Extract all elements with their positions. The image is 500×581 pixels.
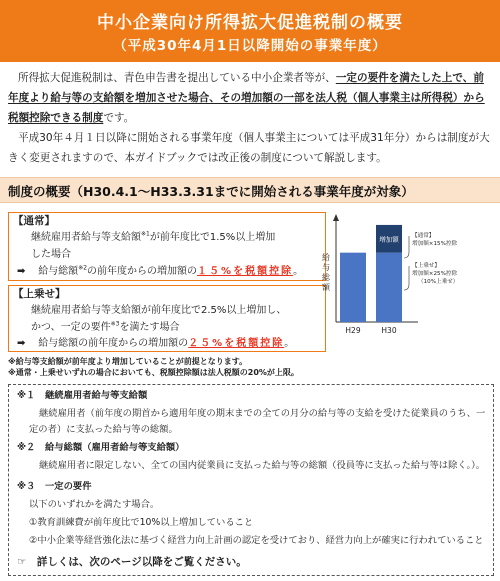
normal-case-box xyxy=(8,212,326,281)
note-1: ※給与等支給額が前年度より増加していることが前提となります。 xyxy=(8,357,248,366)
intro-text xyxy=(8,68,494,168)
def3-intro: 以下のいずれかを満たす場合。 xyxy=(29,499,160,510)
x-tick-H29: H29 xyxy=(345,326,361,335)
reference-line xyxy=(17,554,247,570)
extra-res-c: 。 xyxy=(284,338,295,349)
extra-cond-sup: ※3 xyxy=(110,320,120,328)
normal-res-a: 給与総額 xyxy=(38,266,79,277)
def1-body: 継続雇用者（前年度の期首から適用年度の期末までの全ての月分の給与等の支給を受けた従業員のうち、一定の者）に支払った給与等の総額。 xyxy=(29,408,486,435)
page-subtitle: （平成30年4月1日以降開始の事業年度） xyxy=(113,38,387,54)
def2-title: 給与総額（雇用者給与等支給額） xyxy=(45,442,185,453)
def3-number: ※３ xyxy=(17,481,36,492)
def3-heading xyxy=(17,479,92,495)
normal-cond-a: 継続雇用者給与等支給額 xyxy=(31,232,141,243)
normal-cond-c: した場合 xyxy=(31,249,71,260)
normal-res-sup: ※2 xyxy=(78,264,88,272)
extra-condition xyxy=(31,302,321,336)
definitions-box xyxy=(8,384,494,576)
normal-label: 【通常】 xyxy=(13,215,55,227)
payroll-chart xyxy=(322,212,496,342)
extra-res-a: 給与総額の前年度からの増加額の xyxy=(38,338,189,349)
normal-cond-sup: ※1 xyxy=(141,230,150,238)
normal-result xyxy=(17,263,323,280)
def1-heading xyxy=(17,388,147,404)
annotation-normal-title: 【通常】 xyxy=(412,233,435,239)
bar-H29 xyxy=(340,253,366,322)
annotation-extra-note: （10%上乗せ） xyxy=(418,279,459,285)
y-axis-arrowhead xyxy=(333,214,339,221)
reference-text: 詳しくは、次のページ以降をご覧ください。 xyxy=(36,556,247,568)
def3-title: 一定の要件 xyxy=(45,481,92,492)
x-tick-labels xyxy=(345,326,396,335)
normal-condition xyxy=(31,229,321,263)
extra-bracket xyxy=(404,266,409,290)
note-2: ※通常・上乗せいずれの場合においても、税額控除額は法人税額の20%が上限。 xyxy=(8,368,299,377)
intro-text-a: 所得拡大促進税制は、青色申告書を提出している中小企業者等が、 xyxy=(18,72,336,84)
extra-cond-a: 継続雇用者給与等支給額が前年度比で2.5%以上増加し、 xyxy=(31,305,287,316)
extra-cond-b: かつ、一定の要件 xyxy=(31,322,111,333)
annotation-extra-desc: 増加額×25%控除 xyxy=(412,271,458,277)
overview-heading-band xyxy=(0,177,500,203)
extra-case-box xyxy=(8,285,326,352)
x-tick-H30: H30 xyxy=(381,326,397,335)
intro-emphasis: 一定の要件を満たした上で、前年度より給与等の支給額を増加させた場合、その増加額の一部を法人税（個人事業主は所得税）から税額控除できる制度 xyxy=(8,72,485,124)
normal-credit-rate: １５%を税額控除 xyxy=(197,266,294,277)
bar-H30 xyxy=(376,253,402,322)
def1-title: 継続雇用者給与等支給額 xyxy=(45,390,148,401)
pointing-hand-icon: ☞ xyxy=(17,556,27,568)
page-title: 中小企業向け所得拡大促進税制の概要 xyxy=(97,13,403,33)
extra-result xyxy=(17,335,323,352)
def3-item-1: ①教育訓練費が前年度比で10%以上増加していること xyxy=(29,517,254,528)
normal-cond-b: が前年度比で1.5%以上増加 xyxy=(149,232,276,243)
def2-heading xyxy=(17,440,184,456)
intro-text-c: です。 xyxy=(103,112,135,124)
arrow-right-icon: ➡ xyxy=(17,266,26,277)
extra-label: 【上乗せ】 xyxy=(13,288,66,300)
notes xyxy=(8,356,496,378)
normal-bracket xyxy=(404,236,409,258)
def2-body: 継続雇用者に限定しない、全ての国内従業員に支払った給与等の総額（役員等に支払った給与等は除く。）。 xyxy=(39,460,486,471)
bars-group xyxy=(340,225,402,322)
overview-heading: 制度の概要（H30.4.1～H33.3.31までに開始される事業年度が対象） xyxy=(8,184,414,199)
def3-item-2: ②中小企業等経営強化法に基づく経営力向上計画の認定を受けており、経営力向上が確実に行われていること xyxy=(29,535,484,546)
title-banner xyxy=(0,0,500,62)
normal-res-c: 。 xyxy=(293,266,304,277)
intro-paragraph-2: 平成30年４月１日以降に開始される事業年度（個人事業主については平成31年分）からは制度が大きく変更されますので、本ガイドブックでは改正後の制度について解説します。 xyxy=(8,132,490,164)
intro-paragraph-1 xyxy=(8,68,494,128)
extra-credit-rate: ２５%を税額控除 xyxy=(188,338,285,349)
annotation-normal-desc: 増加額×15%控除 xyxy=(412,241,458,247)
y-axis-label: 給与総額 xyxy=(322,253,330,292)
def1-number: ※１ xyxy=(17,390,36,401)
arrow-right-icon: ➡ xyxy=(17,338,26,349)
def2-number: ※２ xyxy=(17,442,36,453)
extra-cond-c: を満たす場合 xyxy=(119,322,180,333)
bar-increase-label: 増加額 xyxy=(379,235,399,244)
normal-res-b: の前年度からの増加額の xyxy=(87,266,198,277)
annotation-extra-title: 【上乗せ】 xyxy=(412,263,440,269)
